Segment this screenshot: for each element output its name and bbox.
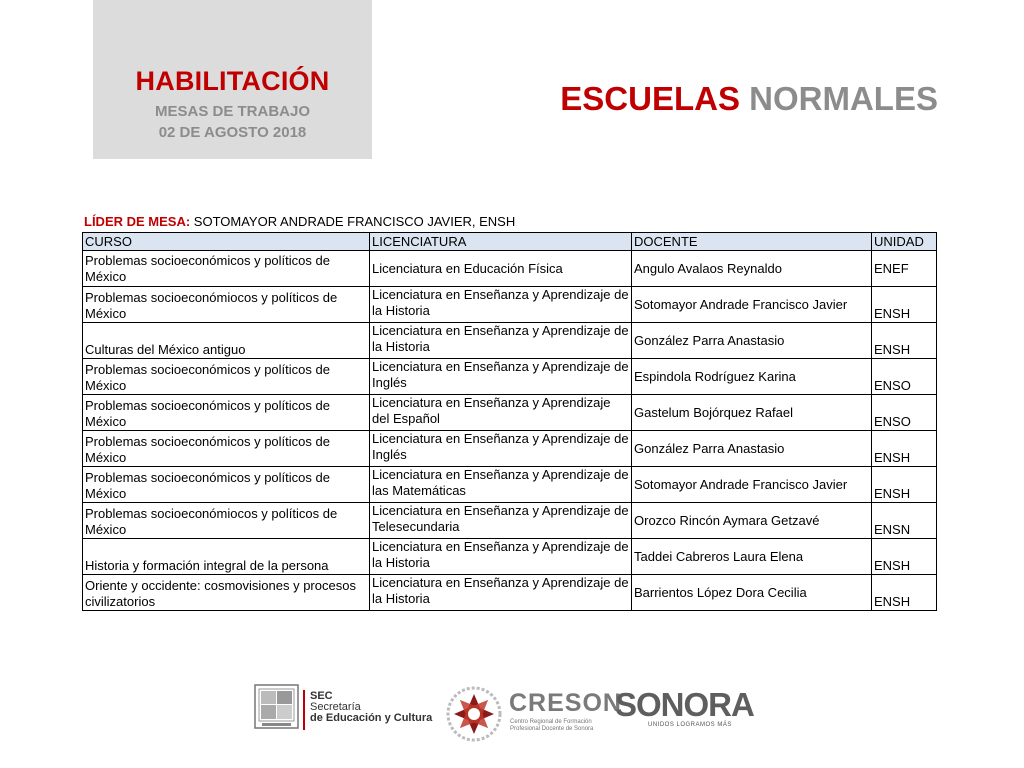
cell-licenciatura: Licenciatura en Enseñanza y Aprendizaje de la Historia (370, 323, 632, 359)
sec-shield-logo (254, 684, 299, 729)
table-row (83, 467, 937, 503)
cell-unidad: ENSH (872, 467, 937, 503)
assignments-table (82, 232, 937, 611)
header-subtitle-1: MESAS DE TRABAJO (154, 103, 311, 120)
cell-curso: Problemas socioeconómiocos y políticos de México (83, 503, 370, 539)
leader-value: SOTOMAYOR ANDRADE FRANCISCO JAVIER, ENSH (193, 214, 516, 229)
sec-line-1: SEC (310, 690, 333, 702)
cell-licenciatura: Licenciatura en Enseñanza y Aprendizaje del Español (370, 395, 632, 431)
cell-licenciatura: Licenciatura en Enseñanza y Aprendizaje de Inglés (370, 359, 632, 395)
table-row (83, 359, 937, 395)
cell-licenciatura: Licenciatura en Enseñanza y Aprendizaje de la Historia (370, 575, 632, 611)
cell-curso: Problemas socioeconómicos y políticos de México (83, 395, 370, 431)
cell-curso: Problemas socioeconómicos y políticos de México (83, 251, 370, 287)
header-curso: CURSO (83, 233, 370, 251)
cell-curso: Problemas socioeconómicos y políticos de México (83, 467, 370, 503)
cell-unidad: ENSH (872, 323, 937, 359)
header-unidad: UNIDAD (872, 233, 937, 251)
cell-docente: Barrientos López Dora Cecilia (632, 575, 872, 611)
cell-docente: Espindola Rodríguez Karina (632, 359, 872, 395)
cell-curso: Problemas socioeconómicos y políticos de México (83, 431, 370, 467)
sonora-slogan: UNIDOS LOGRAMOS MÁS (648, 722, 732, 728)
page-title-part2: NORMALES (749, 80, 938, 117)
sec-logo-text (310, 691, 432, 724)
cell-unidad: ENSH (872, 575, 937, 611)
cell-docente: Sotomayor Andrade Francisco Javier (632, 467, 872, 503)
creson-subtitle-2: Profesional Docente de Sonora (510, 726, 594, 732)
cell-docente: González Parra Anastasio (632, 431, 872, 467)
header-box (93, 0, 372, 159)
cell-curso: Historia y formación integral de la persona (83, 539, 370, 575)
sec-line-2: Secretaría (310, 701, 361, 713)
page-title (560, 80, 938, 118)
cell-curso: Oriente y occidente: cosmovisiones y procesos civilizatorios (83, 575, 370, 611)
cell-licenciatura: Licenciatura en Enseñanza y Aprendizaje de Telesecundaria (370, 503, 632, 539)
cell-unidad: ENSO (872, 359, 937, 395)
cell-curso: Problemas socioeconómiocos y políticos de México (83, 287, 370, 323)
cell-licenciatura: Licenciatura en Enseñanza y Aprendizaje de la Historia (370, 539, 632, 575)
cell-docente: Angulo Avalaos Reynaldo (632, 251, 872, 287)
cell-unidad: ENSN (872, 503, 937, 539)
cell-licenciatura: Licenciatura en Enseñanza y Aprendizaje de la Historia (370, 287, 632, 323)
sonora-wordmark: SONORA (615, 686, 754, 723)
header-docente: DOCENTE (632, 233, 872, 251)
sec-line-3: de Educación y Cultura (310, 712, 433, 724)
cell-docente: Gastelum Bojórquez Rafael (632, 395, 872, 431)
creson-subtitle-1: Centro Regional de Formación (510, 719, 592, 725)
table-leader (84, 214, 515, 229)
cell-unidad: ENSH (872, 431, 937, 467)
cell-licenciatura: Licenciatura en Educación Física (370, 251, 632, 287)
cell-curso: Culturas del México antiguo (83, 323, 370, 359)
cell-docente: Taddei Cabreros Laura Elena (632, 539, 872, 575)
table-row (83, 539, 937, 575)
cell-docente: González Parra Anastasio (632, 323, 872, 359)
creson-star-logo (444, 686, 504, 742)
cell-unidad: ENSO (872, 395, 937, 431)
table-row (83, 287, 937, 323)
cell-docente: Orozco Rincón Aymara Getzavé (632, 503, 872, 539)
page-title-part1: ESCUELAS (560, 80, 740, 117)
header-licenciatura: LICENCIATURA (370, 233, 632, 251)
cell-curso: Problemas socioeconómicos y políticos de México (83, 359, 370, 395)
cell-licenciatura: Licenciatura en Enseñanza y Aprendizaje de las Matemáticas (370, 467, 632, 503)
cell-unidad: ENSH (872, 539, 937, 575)
cell-unidad: ENSH (872, 287, 937, 323)
table-row (83, 575, 937, 611)
table-row (83, 431, 937, 467)
table-row (83, 503, 937, 539)
sec-divider (303, 690, 305, 730)
cell-licenciatura: Licenciatura en Enseñanza y Aprendizaje de Inglés (370, 431, 632, 467)
leader-label: LÍDER DE MESA: (84, 214, 191, 229)
header-subtitle-2: 02 DE AGOSTO 2018 (158, 124, 307, 141)
creson-wordmark: CRESON (509, 689, 622, 717)
cell-unidad: ENEF (872, 251, 937, 287)
table-row (83, 251, 937, 287)
header-title: HABILITACIÓN (135, 66, 330, 96)
table-row (83, 395, 937, 431)
creson-subtitle (510, 719, 593, 733)
table-row (83, 323, 937, 359)
table-header-row (83, 233, 937, 251)
cell-docente: Sotomayor Andrade Francisco Javier (632, 287, 872, 323)
